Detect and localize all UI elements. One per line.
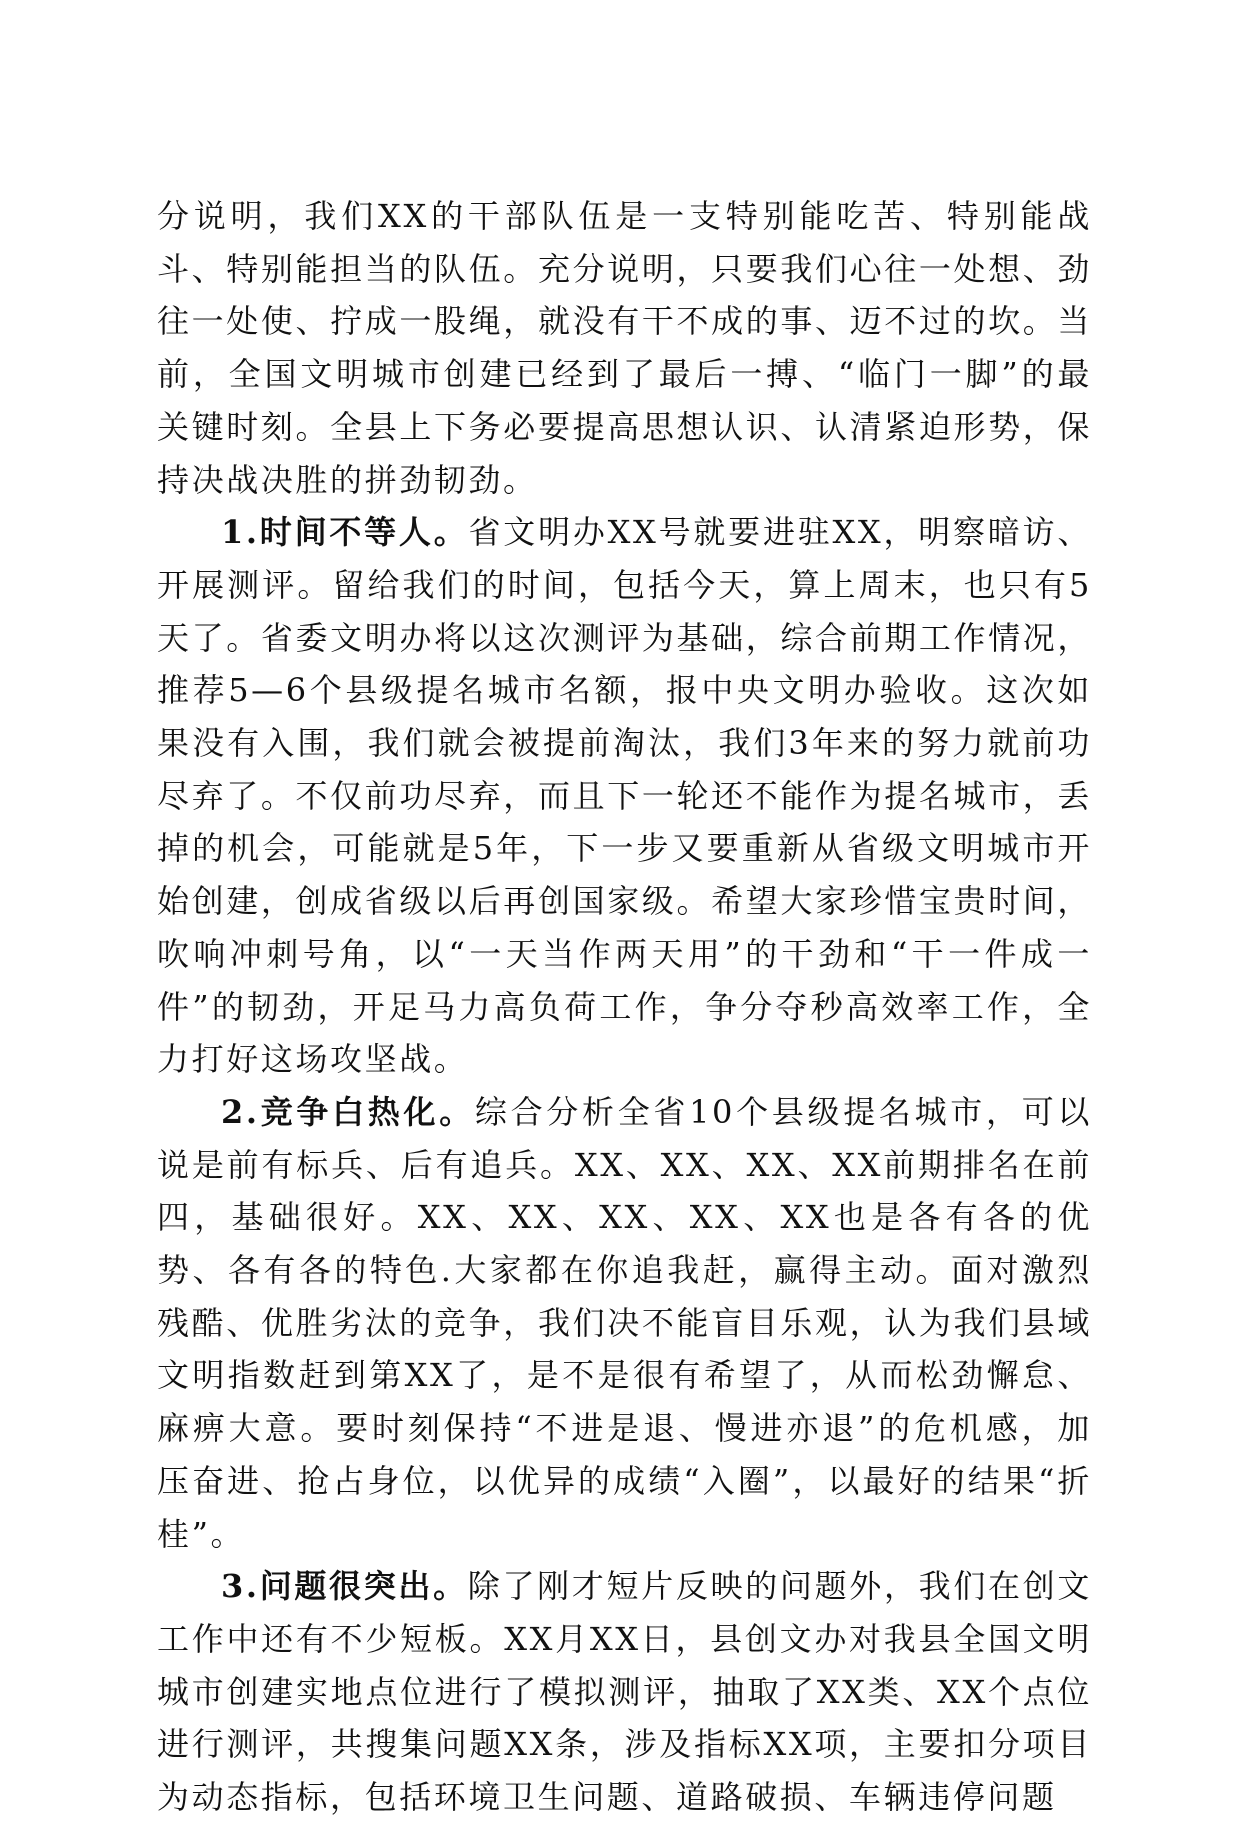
heading-competition: 2.竞争白热化。: [221, 1092, 475, 1131]
document-page: [157, 190, 1092, 1824]
paragraph-competition: [157, 1086, 1092, 1560]
paragraph-intro-text: 分说明，我们XX的干部队伍是一支特别能吃苦、特别能战斗、特别能担当的队伍。充分说明，只要我们心往一处想、劲往一处使、拧成一股绳，就没有干不成的事、迈不过的坎。当前，全国文明城市创建已经到了最后一搏、“临门一脚”的最关键时刻。全县上下务必要提高思想认识、认清紧迫形势，保持决战决胜的拼劲韧劲。: [157, 197, 1092, 499]
paragraph-problems: [157, 1560, 1092, 1824]
paragraph-time-text: 省文明办XX号就要进驻XX，明察暗访、开展测评。留给我们的时间，包括今天，算上周末，也只有5天了。省委文明办将以这次测评为基础，综合前期工作情况，推荐5—6个县级提名城市名额，报中央文明办验收。这次如果没有入围，我们就会被提前淘汰，我们3年来的努力就前功尽弃了。不仅前功尽弃，而且下一轮还不能作为提名城市，丢掉的机会，可能就是5年，下一步又要重新从省级文明城市开始创建，创成省级以后再创国家级。希望大家珍惜宝贵时间，吹响冲刺号角，以“一天当作两天用”的干劲和“干一件成一件”的韧劲，开足马力高负荷工作，争分夺秒高效率工作，全力打好这场攻坚战。: [157, 513, 1092, 1079]
paragraph-intro: [157, 190, 1092, 506]
paragraph-time: [157, 506, 1092, 1086]
heading-time: 1.时间不等人。: [221, 513, 469, 552]
heading-problems: 3.问题很突出。: [221, 1567, 468, 1606]
paragraph-problems-text: 除了刚才短片反映的问题外，我们在创文工作中还有不少短板。XX月XX日，县创文办对我县全国文明城市创建实地点位进行了模拟测评，抽取了XX类、XX个点位进行测评，共搜集问题XX条，涉及指标XX项，主要扣分项目为动态指标，包括环境卫生问题、道路破损、车辆违停问题: [157, 1567, 1092, 1817]
paragraph-competition-text: 综合分析全省10个县级提名城市，可以说是前有标兵、后有追兵。XX、XX、XX、XX前期排名在前四，基础很好。XX、XX、XX、XX、XX也是各有各的优势、各有各的特色.大家都在你追我赶，赢得主动。面对激烈残酷、优胜劣汰的竞争，我们决不能盲目乐观，认为我们县域文明指数赶到第XX了，是不是很有希望了，从而松劲懈怠、麻痹大意。要时刻保持“不进是退、慢进亦退”的危机感，加压奋进、抢占身位，以优异的成绩“入圈”，以最好的结果“折桂”。: [157, 1092, 1092, 1553]
